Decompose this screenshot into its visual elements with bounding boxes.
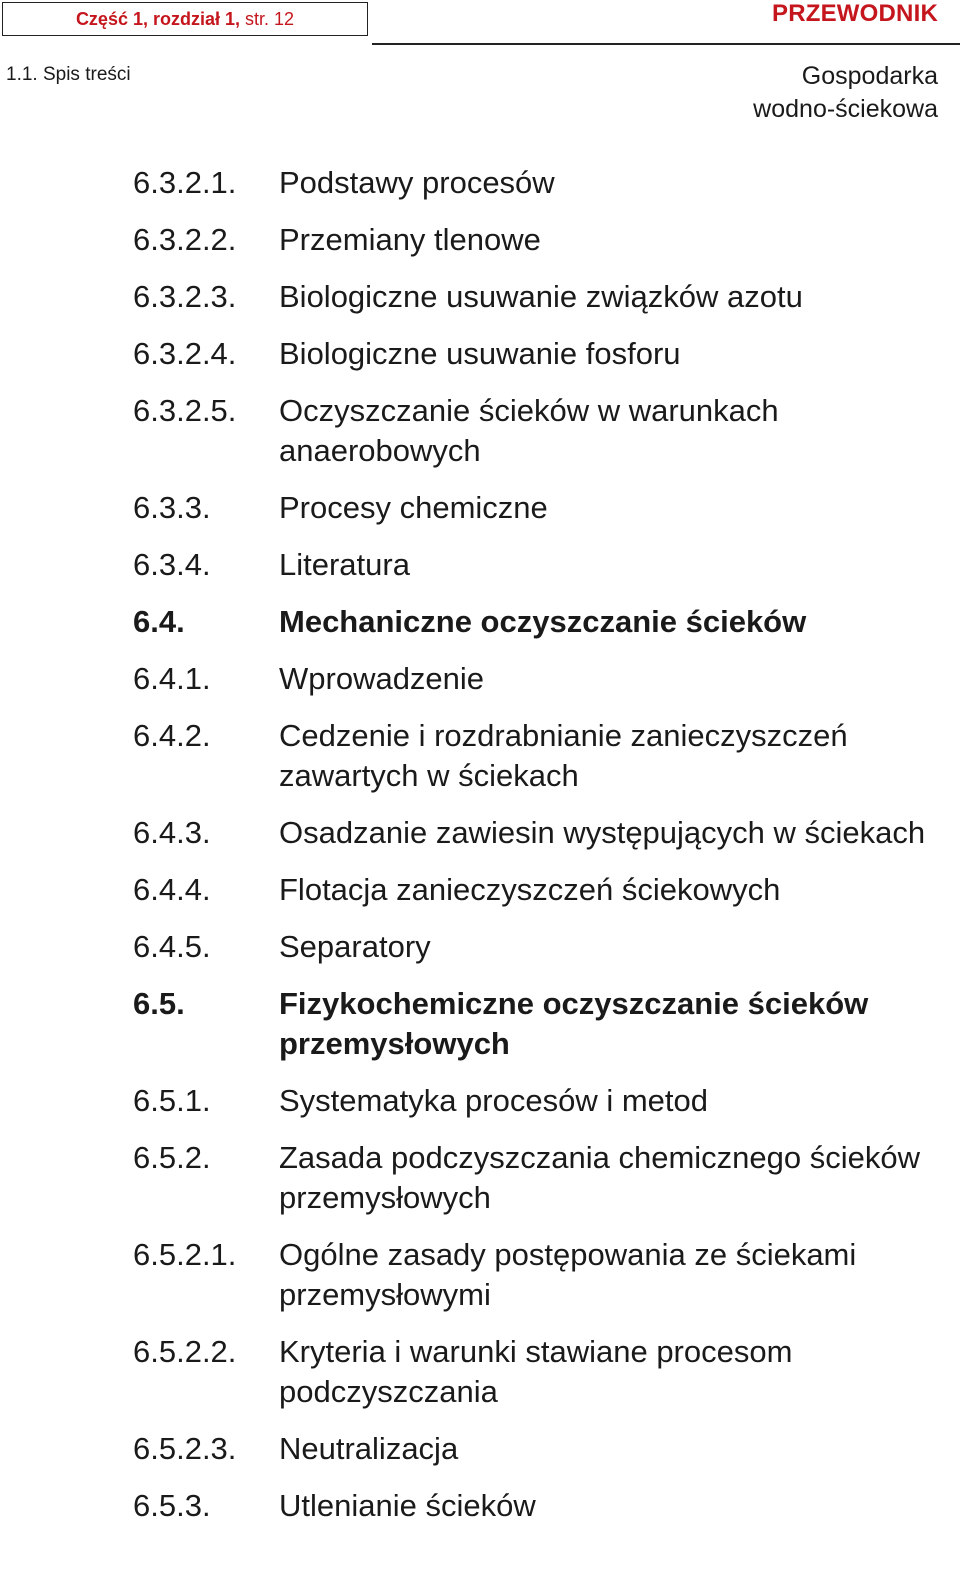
toc-entry-number: 6.3.2.4. xyxy=(133,336,237,371)
chapter-reference-box xyxy=(2,2,368,36)
toc-entry-number: 6.4.1. xyxy=(133,661,211,696)
toc-entry-number: 6.5.2. xyxy=(133,1140,211,1175)
toc-entry[interactable] xyxy=(133,488,933,528)
toc-entry-number: 6.4.2. xyxy=(133,718,211,753)
toc-entry-number: 6.5.1. xyxy=(133,1083,211,1118)
toc-entry-title: Biologiczne usuwanie związków azotu xyxy=(279,279,803,314)
toc-entry-title: Utlenianie ścieków xyxy=(279,1488,536,1523)
toc-entry[interactable] xyxy=(133,716,933,796)
toc-entry-number: 6.3.2.5. xyxy=(133,393,237,428)
toc-entry-title: Kryteria i warunki stawiane procesom podczyszczania xyxy=(279,1334,793,1409)
toc-entry[interactable] xyxy=(133,545,933,585)
toc-entry-title: Procesy chemiczne xyxy=(279,490,548,525)
toc-entry[interactable] xyxy=(133,813,933,853)
toc-entry-number: 6.3.2.3. xyxy=(133,279,237,314)
toc-entry[interactable] xyxy=(133,1486,933,1526)
toc-entry-title: Podstawy procesów xyxy=(279,165,555,200)
toc-entry-number: 6.4.3. xyxy=(133,815,211,850)
toc-entry[interactable] xyxy=(133,927,933,967)
toc-entry[interactable] xyxy=(133,1235,933,1315)
toc-entry-number: 6.5.2.1. xyxy=(133,1237,237,1272)
toc-entry-number: 6.4.4. xyxy=(133,872,211,907)
toc-entry-title: Biologiczne usuwanie fosforu xyxy=(279,336,681,371)
toc-entry[interactable] xyxy=(133,163,933,203)
toc-entry[interactable] xyxy=(133,277,933,317)
toc-entry-title: Literatura xyxy=(279,547,410,582)
toc-entry[interactable] xyxy=(133,1332,933,1412)
section-label: 1.1. Spis treści xyxy=(6,64,131,85)
toc-entry-title: Zasada podczyszczania chemicznego ścieków przemysłowych xyxy=(279,1140,920,1215)
toc-entry-number: 6.5.3. xyxy=(133,1488,211,1523)
toc-entry-title: Mechaniczne oczyszczanie ścieków xyxy=(279,604,807,639)
subject-title xyxy=(753,60,938,126)
toc-entry-title: Flotacja zanieczyszczeń ściekowych xyxy=(279,872,781,907)
toc-entry-number: 6.5.2.2. xyxy=(133,1334,237,1369)
toc-entry-number: 6.3.4. xyxy=(133,547,211,582)
toc-entry-title: Fizykochemiczne oczyszczanie ścieków przemysłowych xyxy=(279,986,869,1061)
toc-entry[interactable] xyxy=(133,334,933,374)
toc-entry[interactable] xyxy=(133,1429,933,1469)
toc-entry-title: Osadzanie zawiesin występujących w ściekach xyxy=(279,815,926,850)
toc-entry-number: 6.3.2.1. xyxy=(133,165,237,200)
toc-entry-number: 6.3.3. xyxy=(133,490,211,525)
brand-title: PRZEWODNIK xyxy=(772,0,938,27)
table-of-contents xyxy=(133,163,933,1543)
toc-entry-title: Przemiany tlenowe xyxy=(279,222,541,257)
page-number-label: str. 12 xyxy=(245,8,295,29)
toc-entry[interactable] xyxy=(133,1138,933,1218)
toc-entry[interactable] xyxy=(133,1081,933,1121)
subject-line-1: Gospodarka xyxy=(801,62,938,90)
toc-entry-number: 6.4.5. xyxy=(133,929,211,964)
toc-entry[interactable] xyxy=(133,870,933,910)
toc-entry[interactable] xyxy=(133,984,933,1064)
toc-entry-title: Wprowadzenie xyxy=(279,661,485,696)
toc-entry[interactable] xyxy=(133,602,933,642)
header-divider xyxy=(372,43,960,45)
subject-line-2: wodno-ściekowa xyxy=(753,95,938,123)
toc-entry-title: Neutralizacja xyxy=(279,1431,459,1466)
toc-entry[interactable] xyxy=(133,391,933,471)
toc-entry-title: Cedzenie i rozdrabnianie zanieczyszczeń zawartych w ściekach xyxy=(279,718,848,793)
toc-entry-title: Oczyszczanie ścieków w warunkach anaerobowych xyxy=(279,393,779,468)
toc-entry-title: Separatory xyxy=(279,929,431,964)
toc-entry-number: 6.4. xyxy=(133,604,185,639)
toc-entry[interactable] xyxy=(133,220,933,260)
part-chapter-label: Część 1, rozdział 1, xyxy=(75,8,241,29)
toc-entry-title: Systematyka procesów i metod xyxy=(279,1083,709,1118)
toc-entry-number: 6.5.2.3. xyxy=(133,1431,237,1466)
toc-entry-number: 6.3.2.2. xyxy=(133,222,237,257)
toc-entry[interactable] xyxy=(133,659,933,699)
toc-entry-title: Ogólne zasady postępowania ze ściekami przemysłowymi xyxy=(279,1237,857,1312)
toc-entry-number: 6.5. xyxy=(133,986,185,1021)
